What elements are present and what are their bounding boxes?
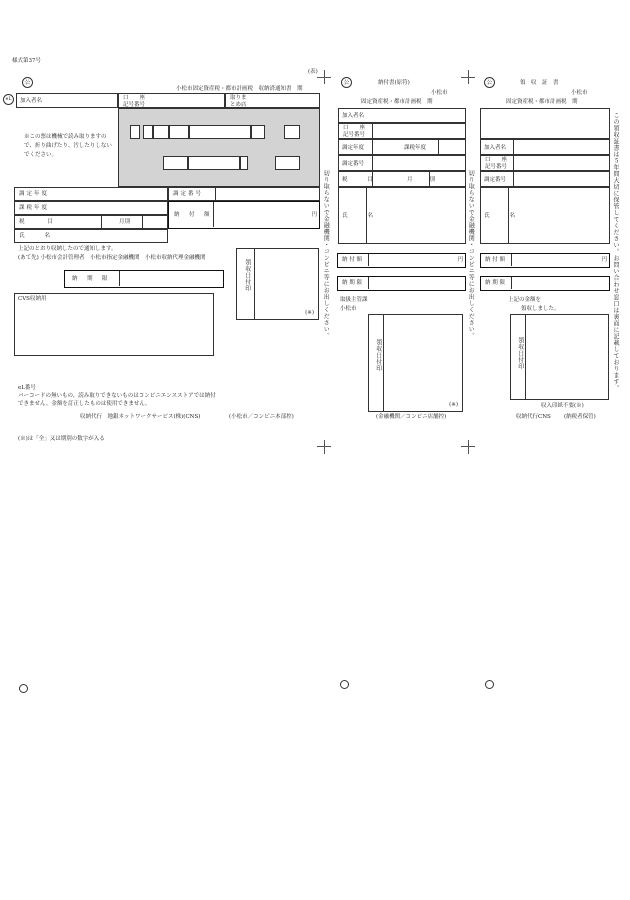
stamp-mark: (※)	[305, 310, 314, 317]
ry-nofu-kigen-box	[480, 276, 610, 291]
ry-nofu-gaku-box[interactable]	[480, 253, 610, 268]
ocr-box	[240, 156, 248, 170]
ocr-box	[189, 125, 251, 139]
koza-box	[118, 93, 225, 108]
ry-blank-row	[480, 108, 610, 139]
nf-koza-row	[338, 123, 466, 139]
nf-nofu-kigen: 納 期 限	[342, 280, 362, 286]
nf-kanyu-label: 加入者名	[342, 113, 365, 119]
nf-nofu-kigen-box	[337, 276, 466, 291]
ocr-box	[275, 156, 300, 170]
ry-shimei: 氏 名	[484, 213, 519, 219]
ry-chotei-bango: 調定番号	[484, 177, 507, 183]
footnote: (※)は「全」又は期別の数字が入る	[18, 436, 105, 442]
nofu-kigen-box	[64, 270, 224, 288]
nf-nofu-gaku-box[interactable]	[337, 253, 466, 268]
ry-nofu-kigen: 納 期 限	[485, 280, 505, 286]
nofu-kigen-label: 納 期 限	[72, 276, 110, 282]
nofusho-title: 固定資産税・都市計画税 期	[361, 99, 433, 105]
cvs-box	[14, 293, 214, 356]
torimatome-label: 取りま とめ店	[230, 95, 247, 108]
ocr-box	[251, 125, 265, 139]
shimei-row	[14, 229, 168, 243]
nofu-gaku-box[interactable]	[168, 201, 320, 229]
agent-keep: (小松市／コンビニ本部控)	[229, 414, 294, 420]
nf-chotei-bango: 調定番号	[342, 161, 365, 167]
nf-nendo-row	[338, 139, 466, 155]
ry-shimei-row	[480, 187, 610, 244]
machine-note: ※この票は機械で読み取りますので、折り曲げたり、汚したりしないでください。	[24, 134, 112, 158]
ocr-box	[188, 156, 240, 170]
tsuki-betsu-label: 月別	[119, 219, 131, 225]
el-circle-icon: eL	[3, 94, 14, 105]
nf-zeimoku-row	[338, 171, 466, 187]
ocr-box	[130, 125, 140, 139]
nofusho-city: 小松市	[431, 90, 448, 96]
ry-received-2: 領収しました。	[521, 306, 560, 312]
stamp-box	[236, 248, 319, 320]
side-note: この領収証書は５年間大切に保管してください。お問い合わせ窓口は裏面に記載しております。	[612, 112, 619, 392]
kanyu-box	[16, 93, 118, 108]
ocr-area	[118, 108, 320, 187]
ryoshu-title: 固定資産税・都市計画税 期	[506, 99, 578, 105]
nf-shimei: 氏 名	[342, 213, 377, 219]
chotei-nendo-label: 調定年度	[19, 191, 50, 197]
nf-stamp-box	[368, 314, 463, 412]
shimei-label: 氏 名	[19, 233, 54, 239]
ry-keep: (納税者保管)	[564, 414, 596, 420]
nf-city2: 小松市	[340, 306, 357, 312]
kazei-nendo-label: 課税年度	[19, 205, 50, 211]
nofusho-header: 納付書(原符)	[378, 80, 410, 86]
ryoshu-header: 領 収 証 書	[520, 80, 559, 86]
nf-stamp-mark: (※)	[449, 402, 458, 409]
ryoshu-city: 小松市	[571, 90, 588, 96]
notify-line-1: 上記のとおり収納したので通知します。	[18, 246, 117, 252]
yen-unit: 円	[311, 212, 317, 218]
ocr-box	[284, 125, 300, 139]
zeimoku-row	[14, 215, 168, 229]
zeimoku-label: 税 目	[19, 219, 58, 225]
ry-nofu-gaku: 納 付 額	[485, 257, 505, 263]
ry-received-1: 上記の金額を	[508, 297, 542, 303]
nf-shuno-ka: 取扱主管課	[340, 297, 368, 303]
nf-kanyu-row	[338, 108, 466, 123]
ry-koza-row	[480, 155, 610, 171]
nf-koza-label: 口 座 記号番号	[343, 125, 366, 138]
punch-hole-icon	[485, 680, 494, 689]
koza-label: 口 座 記号番号	[123, 95, 146, 108]
agent-line: 収納代行 地銀ネットワークサービス(株)(CNS)	[80, 414, 201, 420]
cut-note-2: 切り取らないで金融機関・コンビニ等にお出しください。	[467, 170, 475, 339]
ry-yen: 円	[601, 257, 607, 263]
punch-hole-icon	[340, 680, 349, 689]
nf-kazei-nendo: 課税年度	[404, 145, 427, 151]
ocr-box	[143, 125, 153, 139]
cut-note-1: 切り取らないで金融機関・コンビニ等にお出しください。	[322, 170, 330, 339]
notice-title: 小松市固定資産税・都市計画税 収納済通知書 期	[176, 86, 303, 92]
kou-circle-icon: 公	[341, 77, 352, 88]
ry-stamp-note: 収入印紙不要(※)	[541, 403, 584, 409]
ry-kanyu: 加入者名	[484, 145, 507, 151]
form-number: 様式第37号	[12, 58, 41, 64]
nf-yen: 円	[457, 257, 463, 263]
ry-koza: 口 座 記号番号	[485, 157, 508, 170]
barcode-note: バーコードの無いもの、読み取りできないものはコンビニエンスストアでは納付できません。金額を訂正したものは使用できません。	[18, 393, 216, 407]
ocr-box	[163, 156, 188, 170]
omote-label: (表)	[308, 69, 318, 75]
kanyu-label: 加入者名	[20, 98, 43, 104]
stamp-label: 領収日付印	[243, 259, 251, 292]
ocr-box	[169, 125, 189, 139]
nofu-gaku-label: 納 付 額	[174, 212, 212, 218]
chotei-nendo-row	[14, 187, 168, 201]
ry-stamp-label: 領収日付印	[516, 337, 524, 370]
ry-chotei-row	[480, 171, 610, 187]
chotei-bango-row	[168, 187, 320, 201]
el-number-label: eL番号	[18, 385, 36, 391]
nf-nofu-gaku: 納 付 額	[342, 257, 362, 263]
ry-kanyu-row	[480, 139, 610, 155]
notify-line-2: (あて先) 小松市会計管理者 小松市指定金融機関 小松市収納代理金融機関	[18, 255, 206, 261]
nf-chotei-bango-row	[338, 155, 466, 171]
nf-zeimoku: 税 目	[342, 177, 377, 183]
kou-circle-icon: 公	[22, 77, 33, 88]
nf-shimei-row	[338, 187, 466, 244]
kazei-nendo-row	[14, 201, 168, 215]
chotei-bango-label: 調定番号	[173, 191, 204, 197]
ocr-box	[153, 125, 169, 139]
cvs-label: CVS収納用	[18, 296, 47, 302]
torimatome-box	[225, 93, 320, 108]
punch-hole-icon	[19, 684, 28, 693]
nf-chotei-nendo: 調定年度	[342, 145, 365, 151]
nf-stamp-label: 領収日付印	[374, 339, 382, 372]
nf-tsuki: 月 別	[407, 177, 438, 183]
ry-agent: 収納代行CNS	[516, 414, 551, 420]
nf-keep: (金融機関／コンビニ店舗控)	[376, 414, 447, 420]
kou-circle-icon: 公	[484, 77, 495, 88]
ry-stamp-box	[510, 314, 609, 400]
